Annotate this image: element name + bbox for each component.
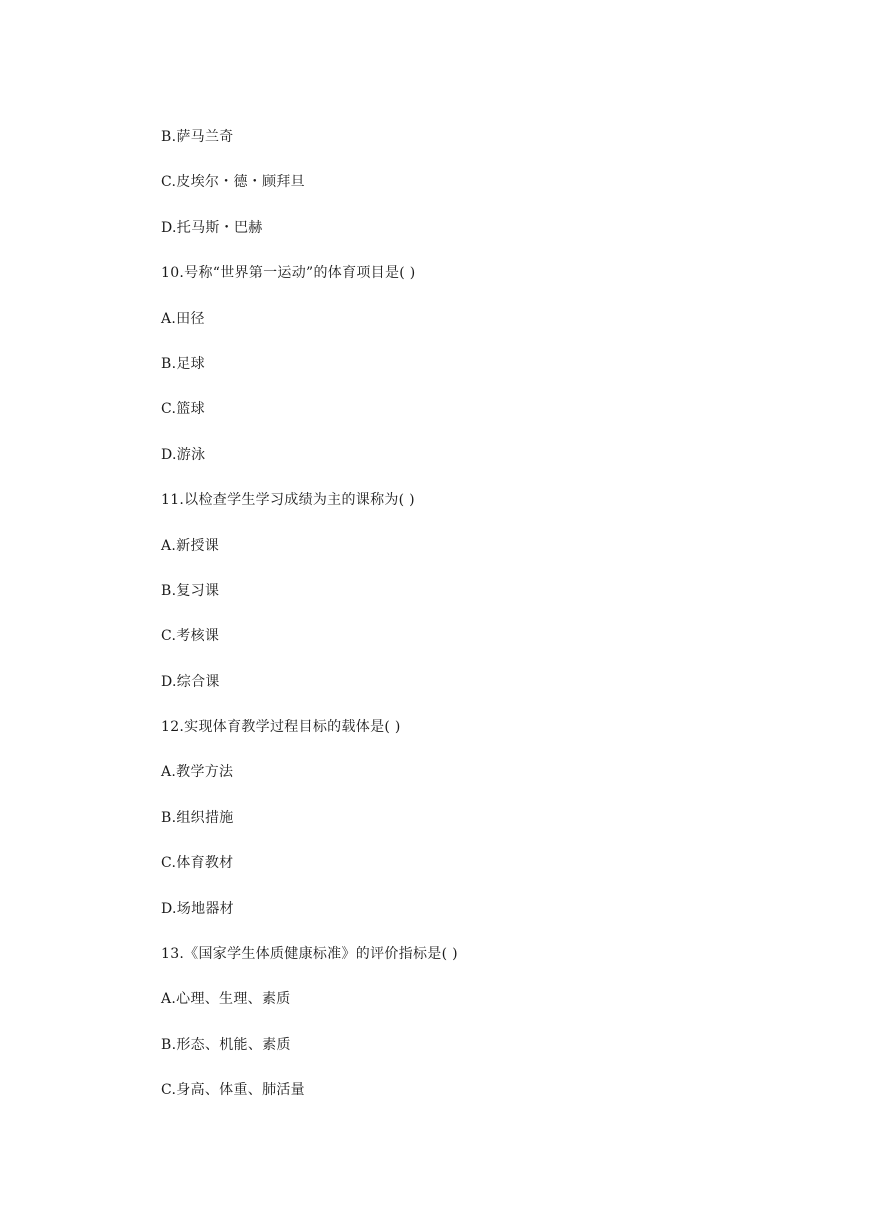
option-12a: A.教学方法 [161,764,234,781]
option-9d: D.托马斯・巴赫 [161,219,263,236]
option-12c: C.体育教材 [161,855,234,872]
question-13: 13.《国家学生体质健康标准》的评价指标是( ) [161,946,458,963]
option-9b: B.萨马兰奇 [161,129,234,145]
option-12b: B.组织措施 [161,809,234,826]
option-11c: C.考核课 [161,628,220,645]
option-10a: A.田径 [161,310,205,327]
option-11a: A.新授课 [161,537,220,554]
option-13c: C.身高、体重、肺活量 [161,1082,305,1099]
question-11: 11.以检查学生学习成绩为主的课称为( ) [161,492,415,509]
option-13b: B.形态、机能、素质 [161,1036,291,1053]
question-10: 10.号称“世界第一运动”的体育项目是( ) [161,265,416,282]
option-10c: C.篮球 [161,401,205,418]
option-10d: D.游泳 [161,446,206,463]
option-9c: C.皮埃尔・德・顾拜旦 [161,174,305,191]
option-11b: B.复习课 [161,582,220,599]
option-10b: B.足球 [161,355,205,372]
document-body [161,126,781,1125]
question-12: 12.实现体育教学过程目标的载体是( ) [161,719,401,736]
option-12d: D.场地器材 [161,900,234,917]
option-13a: A.心理、生理、素质 [161,991,291,1008]
option-11d: D.综合课 [161,673,220,690]
